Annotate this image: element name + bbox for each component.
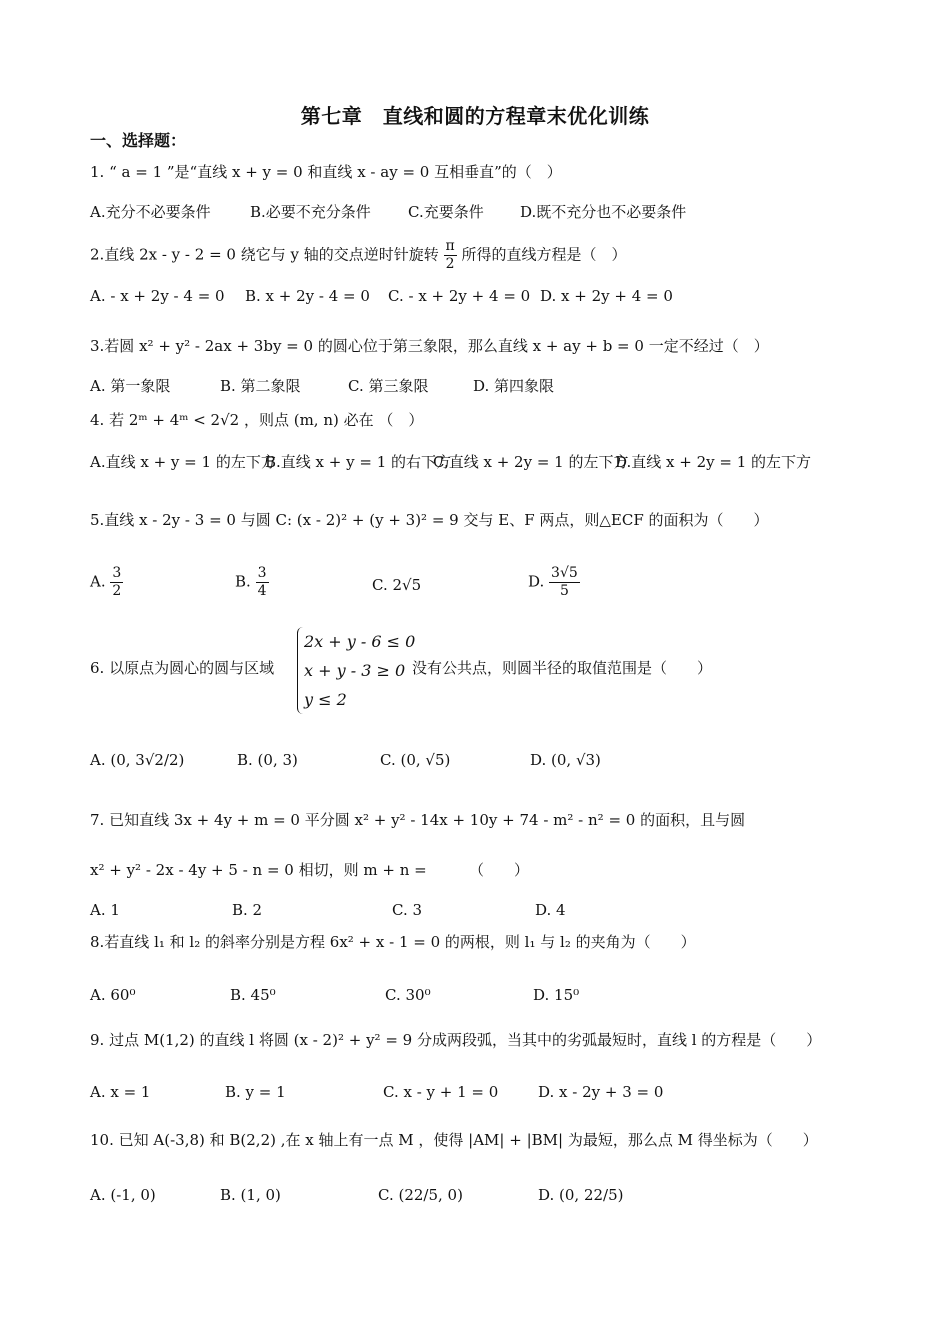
question-6-stem-part-a: 6. 以原点为圆心的圆与区域 (90, 659, 275, 677)
question-1-option-d: D.既不充分也不必要条件 (520, 203, 687, 221)
page-title: 第七章 直线和圆的方程章末优化训练 (300, 104, 650, 128)
question-8-option-b: B. 45⁰ (230, 986, 276, 1004)
question-1-option-a: A.充分不必要条件 (90, 203, 211, 221)
fraction-denominator: 2 (445, 256, 455, 272)
question-4-option-b: B.直线 x + y = 1 的右下方 (265, 453, 452, 471)
question-8-stem: 8.若直线 l₁ 和 l₂ 的斜率分别是方程 6x² + x - 1 = 0 的两根，则 l₁ 与 l₂ 的夹角为（ ） (90, 933, 696, 951)
fraction-denominator: 4 (257, 583, 267, 599)
question-8-option-c: C. 30⁰ (385, 986, 431, 1004)
question-10-option-c: C. (22/5, 0) (378, 1186, 463, 1204)
question-6-option-b: B. (0, 3) (237, 751, 298, 769)
question-5-option-d (528, 565, 580, 600)
question-7-option-c: C. 3 (392, 901, 423, 919)
option-fraction (256, 565, 269, 600)
question-10-stem: 10. 已知 A(-3,8) 和 B(2,2) ,在 x 轴上有一点 M ，使得 |AM| + |BM| 为最短，那么点 M 得坐标为（ ） (90, 1131, 818, 1149)
question-7-stem-line-1: 7. 已知直线 3x + 4y + m = 0 平分圆 x² + y² - 14x + 10y + 74 - m² - n² = 0 的面积，且与圆 (90, 811, 746, 829)
question-3-stem: 3.若圆 x² + y² - 2ax + 3by = 0 的圆心位于第三象限，那么直线 x + ay + b = 0 一定不经过（ ） (90, 337, 769, 355)
option-fraction (110, 565, 123, 600)
question-4-option-a: A.直线 x + y = 1 的左下方 (90, 453, 276, 471)
question-9-option-c: C. x - y + 1 = 0 (383, 1083, 499, 1101)
question-5-stem: 5.直线 x - 2y - 3 = 0 与圆 C: (x - 2)² + (y + 3)² = 9 交与 E、F 两点，则△ECF 的面积为（ ） (90, 511, 769, 529)
question-3-option-d: D. 第四象限 (473, 377, 555, 395)
question-4-stem: 4. 若 2ᵐ + 4ᵐ < 2√2 ，则点 (m, n) 必在 （ ） (90, 411, 424, 429)
question-9-option-d: D. x - 2y + 3 = 0 (538, 1083, 664, 1101)
question-2-stem (90, 238, 627, 273)
question-6-inequality-system (297, 627, 415, 714)
inequality-1: 2x + y - 6 ≤ 0 (304, 632, 416, 651)
question-2-option-a: A. - x + 2y - 4 = 0 (90, 287, 225, 305)
question-2-option-d: D. x + 2y + 4 = 0 (540, 287, 673, 305)
fraction-denominator: 2 (112, 583, 122, 599)
question-8-option-a: A. 60⁰ (90, 986, 136, 1004)
question-6-option-d: D. (0, √3) (530, 751, 601, 769)
question-7-option-d: D. 4 (535, 901, 566, 919)
question-7-stem-line-2: x² + y² - 2x - 4y + 5 - n = 0 相切，则 m + n = （ ） (90, 861, 529, 879)
question-2-angle-fraction (444, 238, 457, 273)
question-3-option-a: A. 第一象限 (90, 377, 171, 395)
question-2-stem-part-b: 所得的直线方程是（ ） (461, 245, 627, 264)
option-fraction (549, 565, 580, 600)
option-label: D. (528, 572, 545, 591)
question-1-option-c: C.充要条件 (408, 203, 484, 221)
question-6-option-a: A. (0, 3√2/2) (90, 751, 185, 769)
question-9-stem: 9. 过点 M(1,2) 的直线 l 将圆 (x - 2)² + y² = 9 分成两段弧，当其中的劣弧最短时，直线 l 的方程是（ ） (90, 1031, 822, 1049)
question-4-option-d: D.直线 x + 2y = 1 的左下方 (615, 453, 812, 471)
question-7-option-a: A. 1 (90, 901, 120, 919)
option-value: 2√5 (392, 576, 422, 594)
question-3-option-b: B. 第二象限 (220, 377, 301, 395)
question-1-stem: 1. “ a = 1 ”是“直线 x + y = 0 和直线 x - ay = 0 互相垂直”的（ ） (90, 163, 562, 181)
option-label: A. (90, 572, 106, 591)
fraction-numerator: π (445, 238, 455, 254)
question-2-option-c: C. - x + 2y + 4 = 0 (388, 287, 531, 305)
question-9-option-a: A. x = 1 (90, 1083, 151, 1101)
question-5-option-c (372, 575, 421, 595)
question-10-option-b: B. (1, 0) (220, 1186, 281, 1204)
question-8-option-d: D. 15⁰ (533, 986, 580, 1004)
question-6-stem-part-b: 没有公共点，则圆半径的取值范围是（ ） (412, 659, 713, 677)
question-10-option-a: A. (-1, 0) (90, 1186, 156, 1204)
option-label: C. (372, 576, 388, 594)
fraction-denominator: 5 (559, 583, 569, 599)
inequality-2: x + y - 3 ≥ 0 (304, 661, 406, 680)
inequality-3: y ≤ 2 (304, 690, 347, 709)
question-6-option-c: C. (0, √5) (380, 751, 451, 769)
question-2-option-b: B. x + 2y - 4 = 0 (245, 287, 370, 305)
question-5-option-a (90, 565, 123, 600)
option-label: B. (235, 572, 251, 591)
question-9-option-b: B. y = 1 (225, 1083, 286, 1101)
question-2-stem-part-a: 2.直线 2x - y - 2 = 0 绕它与 y 轴的交点逆时针旋转 (90, 245, 439, 264)
question-5-option-b (235, 565, 269, 600)
fraction-numerator: 3 (112, 565, 122, 581)
question-1-option-b: B.必要不充分条件 (250, 203, 371, 221)
question-4-option-c: C.直线 x + 2y = 1 的左下方 (433, 453, 629, 471)
question-3-option-c: C. 第三象限 (348, 377, 429, 395)
question-10-option-d: D. (0, 22/5) (538, 1186, 624, 1204)
question-7-option-b: B. 2 (232, 901, 263, 919)
fraction-numerator: 3√5 (551, 565, 578, 581)
section-heading: 一、选择题： (90, 131, 187, 150)
fraction-numerator: 3 (257, 565, 267, 581)
